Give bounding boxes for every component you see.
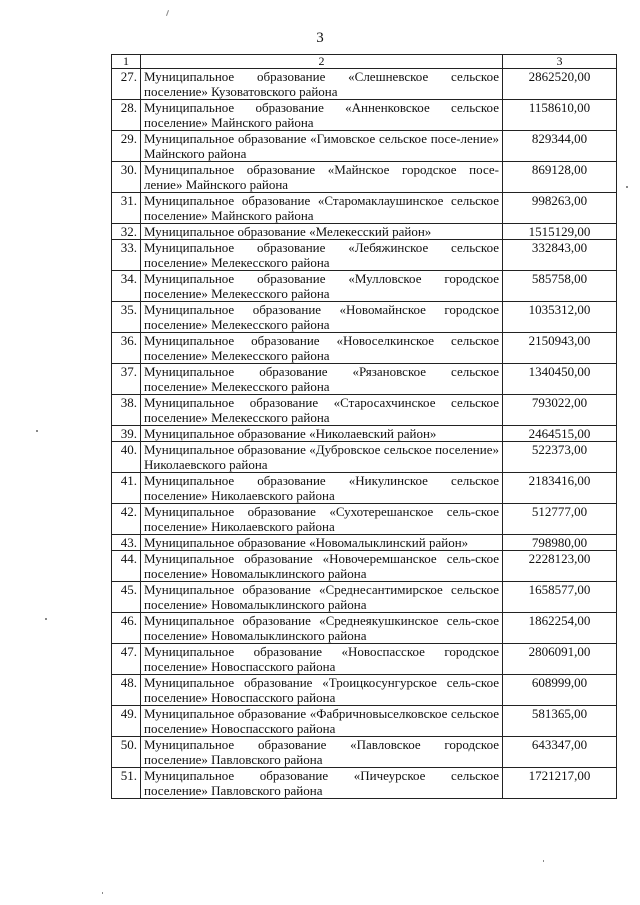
municipality-name-cell: Муниципальное образование «Лебяжинское сельское поселение» Мелекесского района bbox=[141, 240, 503, 271]
table-row bbox=[112, 69, 617, 100]
row-number-cell: 50. bbox=[112, 737, 141, 768]
municipality-name-cell: Муниципальное образование «Павловское городское поселение» Павловского района bbox=[141, 737, 503, 768]
amount-cell: 2183416,00 bbox=[503, 473, 617, 504]
table-row bbox=[112, 582, 617, 613]
amount-cell: 581365,00 bbox=[503, 706, 617, 737]
municipality-name-cell: Муниципальное образование «Никулинское сельское поселение» Николаевского района bbox=[141, 473, 503, 504]
row-number-cell: 36. bbox=[112, 333, 141, 364]
amount-cell: 998263,00 bbox=[503, 193, 617, 224]
amount-cell: 1721217,00 bbox=[503, 768, 617, 799]
scan-speck bbox=[626, 186, 628, 188]
row-number-cell: 45. bbox=[112, 582, 141, 613]
amount-cell: 2806091,00 bbox=[503, 644, 617, 675]
municipality-name-cell: Муниципальное образование «Пичеурское сельское поселение» Павловского района bbox=[141, 768, 503, 799]
table-body bbox=[112, 69, 617, 799]
municipality-name-cell: Муниципальное образование «Троицкосунгурское сель-ское поселение» Новоспасского района bbox=[141, 675, 503, 706]
municipality-name-cell: Муниципальное образование «Мелекесский район» bbox=[141, 224, 503, 240]
scan-speck bbox=[102, 892, 103, 894]
row-number-cell: 34. bbox=[112, 271, 141, 302]
amount-cell: 332843,00 bbox=[503, 240, 617, 271]
column-header-2: 2 bbox=[141, 55, 503, 69]
column-header-3: 3 bbox=[503, 55, 617, 69]
row-number-cell: 47. bbox=[112, 644, 141, 675]
municipality-name-cell: Муниципальное образование «Новоспасское городское поселение» Новоспасского района bbox=[141, 644, 503, 675]
table-row bbox=[112, 768, 617, 799]
municipality-name-cell: Муниципальное образование «Среднеякушкинское сель-ское поселение» Новомалыклинского района bbox=[141, 613, 503, 644]
row-number-cell: 32. bbox=[112, 224, 141, 240]
amount-cell: 1158610,00 bbox=[503, 100, 617, 131]
table-row bbox=[112, 442, 617, 473]
amount-cell: 1658577,00 bbox=[503, 582, 617, 613]
row-number-cell: 51. bbox=[112, 768, 141, 799]
row-number-cell: 33. bbox=[112, 240, 141, 271]
table-row bbox=[112, 644, 617, 675]
amount-cell: 512777,00 bbox=[503, 504, 617, 535]
table-row bbox=[112, 333, 617, 364]
row-number-cell: 28. bbox=[112, 100, 141, 131]
municipality-name-cell: Муниципальное образование «Новомалыклинский район» bbox=[141, 535, 503, 551]
amount-cell: 869128,00 bbox=[503, 162, 617, 193]
amount-cell: 643347,00 bbox=[503, 737, 617, 768]
amount-cell: 522373,00 bbox=[503, 442, 617, 473]
table-header-row bbox=[112, 55, 617, 69]
municipality-name-cell: Муниципальное образование «Среднесантимирское сельское поселение» Новомалыклинского района bbox=[141, 582, 503, 613]
amount-cell: 798980,00 bbox=[503, 535, 617, 551]
table-row bbox=[112, 193, 617, 224]
municipality-name-cell: Муниципальное образование «Старомаклаушинское сельское поселение» Майнского района bbox=[141, 193, 503, 224]
row-number-cell: 41. bbox=[112, 473, 141, 504]
row-number-cell: 39. bbox=[112, 426, 141, 442]
row-number-cell: 49. bbox=[112, 706, 141, 737]
amount-cell: 1862254,00 bbox=[503, 613, 617, 644]
table-row bbox=[112, 100, 617, 131]
row-number-cell: 31. bbox=[112, 193, 141, 224]
page-number: 3 bbox=[316, 30, 324, 46]
table-row bbox=[112, 551, 617, 582]
amount-cell: 829344,00 bbox=[503, 131, 617, 162]
scan-speck bbox=[543, 860, 544, 862]
municipality-name-cell: Муниципальное образование «Мулловское городское поселение» Мелекесского района bbox=[141, 271, 503, 302]
table-row bbox=[112, 240, 617, 271]
amount-cell: 2862520,00 bbox=[503, 69, 617, 100]
row-number-cell: 37. bbox=[112, 364, 141, 395]
row-number-cell: 43. bbox=[112, 535, 141, 551]
column-header-1: 1 bbox=[112, 55, 141, 69]
row-number-cell: 30. bbox=[112, 162, 141, 193]
table-row bbox=[112, 426, 617, 442]
municipality-name-cell: Муниципальное образование «Дубровское сельское поселение» Николаевского района bbox=[141, 442, 503, 473]
scan-speck bbox=[166, 10, 169, 16]
scan-speck bbox=[36, 430, 38, 432]
table-row bbox=[112, 613, 617, 644]
table-row bbox=[112, 535, 617, 551]
municipality-name-cell: Муниципальное образование «Новомайнское городское поселение» Мелекесского района bbox=[141, 302, 503, 333]
row-number-cell: 42. bbox=[112, 504, 141, 535]
table-row bbox=[112, 395, 617, 426]
amount-cell: 608999,00 bbox=[503, 675, 617, 706]
row-number-cell: 44. bbox=[112, 551, 141, 582]
municipality-name-cell: Муниципальное образование «Майнское городское посе-ление» Майнского района bbox=[141, 162, 503, 193]
row-number-cell: 35. bbox=[112, 302, 141, 333]
amount-cell: 1035312,00 bbox=[503, 302, 617, 333]
table-row bbox=[112, 706, 617, 737]
table-row bbox=[112, 271, 617, 302]
amount-cell: 793022,00 bbox=[503, 395, 617, 426]
row-number-cell: 40. bbox=[112, 442, 141, 473]
table-row bbox=[112, 504, 617, 535]
municipality-name-cell: Муниципальное образование «Рязановское сельское поселение» Мелекесского района bbox=[141, 364, 503, 395]
row-number-cell: 48. bbox=[112, 675, 141, 706]
table-row bbox=[112, 364, 617, 395]
amount-cell: 2150943,00 bbox=[503, 333, 617, 364]
municipality-name-cell: Муниципальное образование «Анненковское сельское поселение» Майнского района bbox=[141, 100, 503, 131]
table-row bbox=[112, 131, 617, 162]
table-row bbox=[112, 675, 617, 706]
row-number-cell: 46. bbox=[112, 613, 141, 644]
amount-cell: 1515129,00 bbox=[503, 224, 617, 240]
municipality-name-cell: Муниципальное образование «Сухотерешанское сель-ское поселение» Николаевского района bbox=[141, 504, 503, 535]
table-row bbox=[112, 473, 617, 504]
municipality-name-cell: Муниципальное образование «Гимовское сельское посе-ление» Майнского района bbox=[141, 131, 503, 162]
row-number-cell: 38. bbox=[112, 395, 141, 426]
amount-cell: 2464515,00 bbox=[503, 426, 617, 442]
amount-cell: 585758,00 bbox=[503, 271, 617, 302]
table-row bbox=[112, 162, 617, 193]
table-row bbox=[112, 302, 617, 333]
amount-cell: 2228123,00 bbox=[503, 551, 617, 582]
municipality-name-cell: Муниципальное образование «Новоселкинское сельское поселение» Мелекесского района bbox=[141, 333, 503, 364]
municipality-name-cell: Муниципальное образование «Новочеремшанское сель-ское поселение» Новомалыклинского района bbox=[141, 551, 503, 582]
appropriations-table bbox=[111, 54, 617, 799]
table-row bbox=[112, 224, 617, 240]
row-number-cell: 29. bbox=[112, 131, 141, 162]
row-number-cell: 27. bbox=[112, 69, 141, 100]
municipality-name-cell: Муниципальное образование «Слешневское сельское поселение» Кузоватовского района bbox=[141, 69, 503, 100]
amount-cell: 1340450,00 bbox=[503, 364, 617, 395]
table-row bbox=[112, 737, 617, 768]
municipality-name-cell: Муниципальное образование «Николаевский район» bbox=[141, 426, 503, 442]
municipality-name-cell: Муниципальное образование «Старосахчинское сельское поселение» Мелекесского района bbox=[141, 395, 503, 426]
scan-speck bbox=[45, 618, 47, 620]
municipality-name-cell: Муниципальное образование «Фабричновыселковское сельское поселение» Новоспасского района bbox=[141, 706, 503, 737]
